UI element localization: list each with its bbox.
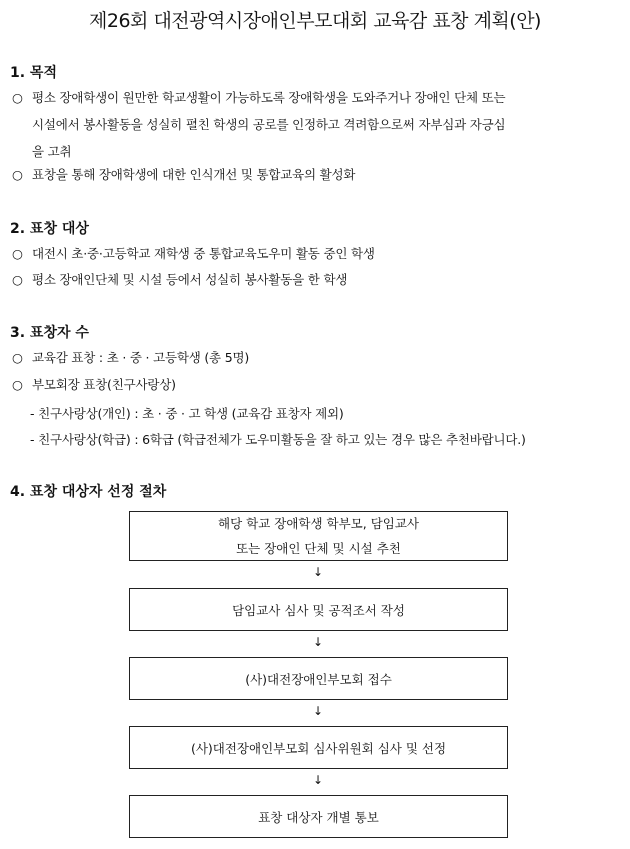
section-heading-procedure: 4. 표창 대상자 선정 절차 [10,484,167,500]
document-title: 제26회 대전광역시장애인부모대회 교육감 표창 계획(안) [89,10,541,32]
circle-bullet-icon: ○ [12,377,23,392]
arrow-down-icon: ↓ [312,773,324,787]
bullet-item: ○ 교육감 표창 : 초 · 중 · 고등학생 (총 5명) [12,344,620,371]
circle-bullet-icon: ○ [12,272,23,287]
bullet-item: ○ 부모회장 표창(친구사랑상) [12,371,620,398]
bullet-item: ○ 표창을 통해 장애학생에 대한 인식개선 및 통합교육의 활성화 [12,161,620,188]
arrow-down-icon: ↓ [312,704,324,718]
sub-item: - 친구사랑상(학급) : 6학급 (학급전체가 도우미활동을 잘 하고 있는 경우 많은 추천바랍니다.) [30,432,526,447]
section-heading-purpose: 1. 목적 [10,65,57,81]
circle-bullet-icon: ○ [12,246,23,261]
flow-step-recommend: 해당 학교 장애학생 학부모, 담임교사 또는 장애인 단체 및 시설 추천 [129,511,508,561]
flow-step-review: 담임교사 심사 및 공적조서 작성 [129,588,508,631]
flow-step-selection: (사)대전장애인부모회 심사위원회 심사 및 선정 [129,726,508,769]
circle-bullet-icon: ○ [12,167,23,182]
flow-step-receipt: (사)대전장애인부모회 접수 [129,657,508,700]
flow-step-notify: 표창 대상자 개별 통보 [129,795,508,838]
section-heading-target: 2. 표창 대상 [10,221,89,237]
section-heading-count: 3. 표창자 수 [10,325,89,341]
arrow-down-icon: ↓ [312,565,324,579]
arrow-down-icon: ↓ [312,635,324,649]
bullet-item: ○ 대전시 초·중·고등학교 재학생 중 통합교육도우미 활동 중인 학생 [12,240,620,267]
bullet-item: ○ 평소 장애인단체 및 시설 등에서 성실히 봉사활동을 한 학생 [12,266,620,293]
circle-bullet-icon: ○ [12,350,23,365]
circle-bullet-icon: ○ [12,90,23,105]
sub-item: - 친구사랑상(개인) : 초 · 중 · 고 학생 (교육감 표창자 제외) [30,406,344,421]
bullet-item: ○ 평소 장애학생이 원만한 학교생활이 가능하도록 장애학생을 도와주거나 장애인 단체 또는 시설에서 봉사활동을 성실히 펼친 학생의 공로를 인정하고 격려함으로써 자부심과 자긍심 을 고취 [12,84,620,165]
